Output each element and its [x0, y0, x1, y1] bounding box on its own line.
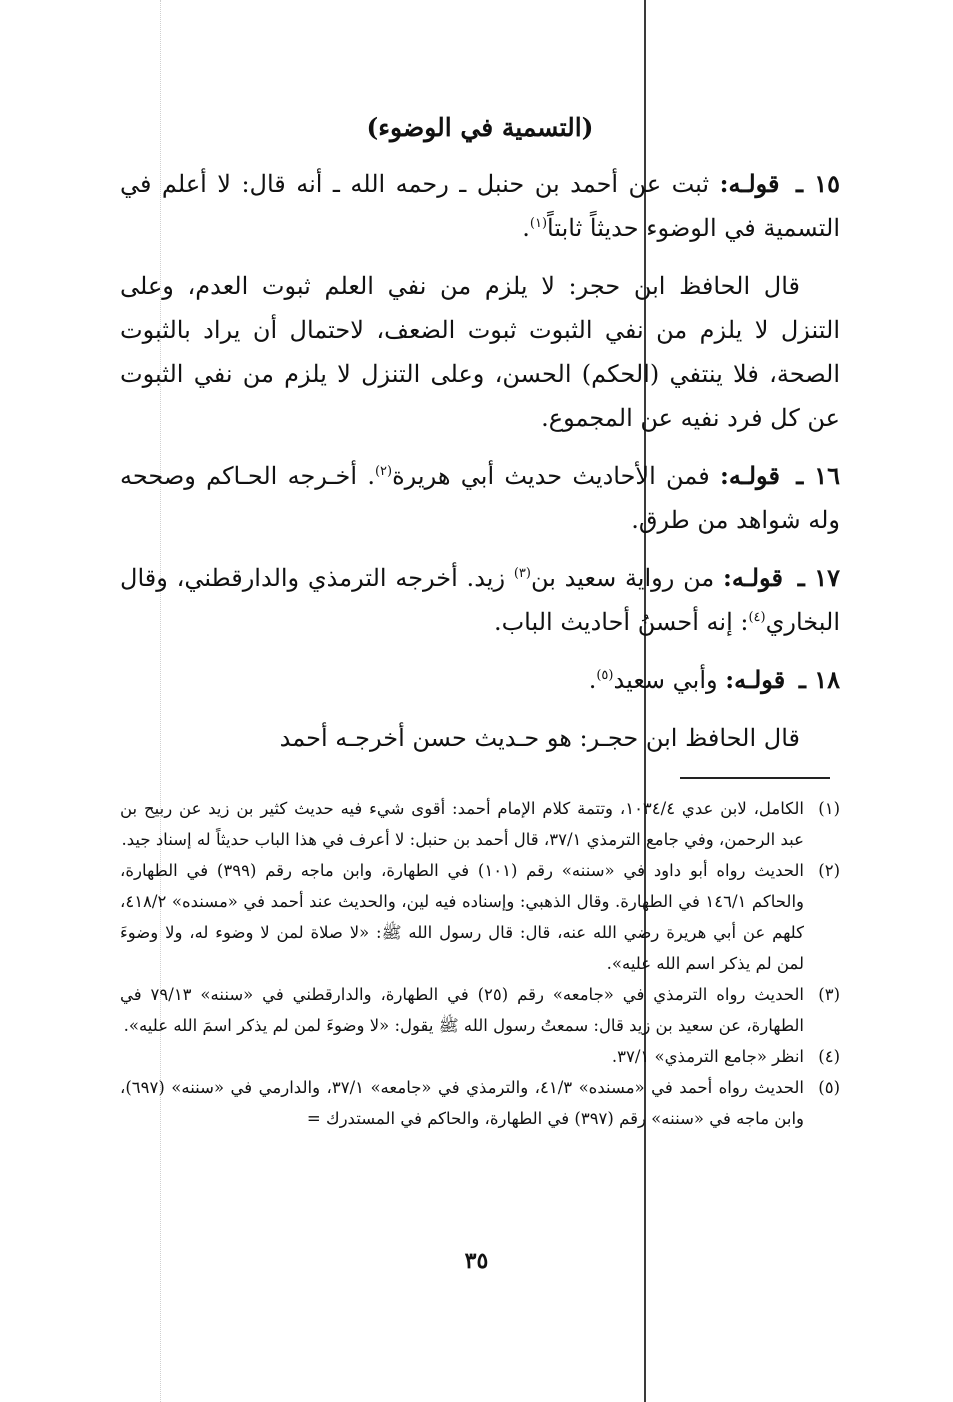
- main-text: [120, 108, 840, 774]
- footnote-1: [120, 793, 840, 855]
- footnote-number: (٣): [818, 985, 841, 1004]
- footnote-text: الكامل، لابن عدي ١٠٣٤/٤، وتتمة كلام الإمام أحمد: أقوى شيء فيه حديث كثير بن زيد عن ربيح بن عبد الرحمن، وفي جامع الترمذي ٣٧/١، قال أحمد بن حنبل: لا أعرف في هذا الباب حديثاً له إسناد جيد.: [120, 799, 804, 849]
- footnote-text: انظر «جامع الترمذي» ٣٧/١.: [611, 1047, 804, 1066]
- entry-number: ١٧ ـ: [797, 563, 840, 592]
- footnotes: [120, 793, 840, 1134]
- footnote-number: (٢): [818, 861, 841, 880]
- page-number: ٣٥: [464, 1248, 489, 1274]
- entry-text: وأبي سعيد: [613, 666, 718, 694]
- entry-17: [120, 556, 840, 644]
- section-title: (التسمية في الوضوء): [366, 113, 594, 142]
- entry-keyword: قولـه:: [719, 461, 780, 490]
- entry-tail: زيد. أخرجه الترمذي والدارقطني، وقال البخاري: [120, 564, 840, 636]
- entry-text: فمن الأحاديث حديث أبي هريرة: [392, 462, 710, 490]
- footnote-ref[interactable]: (١): [529, 216, 548, 231]
- entry-keyword: قولـه:: [719, 169, 780, 198]
- entry-text: ثبت عن أحمد بن حنبل ـ رحمه الله ـ أنه قال: لا أعلم في التسمية في الوضوء حديثاً ثابتاً: [120, 170, 840, 242]
- commentary-paragraph: قال الحافظ ابن حجـر: هو حـديث حسن أخرجـه أحمد: [279, 724, 800, 752]
- entry-16: [120, 454, 840, 542]
- footnote-text: الحديث رواه أبو داود في «سننه» رقم (١٠١) في الطهارة، وابن ماجه رقم (٣٩٩) في الطهارة، والحاكم ١٤٦/١ في الطهارة. وقال الذهبي: وإسناده فيه لين، والحديث عند أحمد في «مسنده» ٤١٨/٢، كلهم عن أبي هريرة رضي الله عنه، قال: قال رسول الله ﷺ: «لا صلاة لمن لا وضوء له، ولا وضوءَ لمن لم يذكر اسم الله عليه».: [120, 861, 805, 973]
- footnote-number: (١): [818, 799, 840, 818]
- footnote-text: الحديث رواه الترمذي في «جامعه» رقم (٢٥) في الطهارة، والدارقطني في «سننه» ٧٩/١٣ في الطهارة، عن سعيد بن زيد قال: سمعتُ رسول الله ﷺ يقول: «لا وضوءَ لمن لم يذكر اسمَ الله عليه».: [120, 985, 805, 1035]
- entry-15: [120, 162, 840, 250]
- entry-tail: .: [522, 214, 530, 242]
- entry-tail: . أخـرجه الحـاكم وصححه وله شواهد من طرق.: [120, 462, 840, 534]
- footnote-ref[interactable]: (٥): [596, 668, 614, 683]
- entry-number: ١٦ ـ: [796, 461, 841, 490]
- footnote-4: [120, 1041, 840, 1072]
- footnote-number: (٤): [818, 1047, 840, 1066]
- footnote-3: [120, 979, 840, 1041]
- entry-18: [120, 658, 840, 702]
- footnote-number: (٥): [818, 1078, 840, 1097]
- entry-keyword: قولـه:: [725, 665, 786, 694]
- entry-keyword: قولـه:: [722, 563, 783, 592]
- entry-tail: : إنه أحسنُ أحاديث الباب.: [493, 608, 749, 636]
- entry-number: ١٨ ـ: [798, 665, 840, 694]
- footnote-ref[interactable]: (٤): [748, 610, 766, 625]
- footnote-ref[interactable]: (٣): [513, 566, 531, 581]
- entry-text: من رواية سعيد بن: [530, 564, 715, 592]
- entry-number: ١٥ ـ: [796, 169, 840, 198]
- footnote-text: الحديث رواه أحمد في «مسنده» ٤١/٣، والترمذي في «جامعه» ٣٧/١، والدارمي في «سننه» (٦٩٧)، وابن ماجه في «سننه» رقم (٣٩٧) في الطهارة، والحاكم في المستدرك =: [120, 1078, 804, 1128]
- footnote-ref[interactable]: (٢): [374, 464, 393, 479]
- entry-tail: .: [588, 666, 597, 694]
- footnote-5: [120, 1072, 840, 1134]
- commentary-paragraph: قال الحافظ ابن حجر: لا يلزم من نفي العلم ثبوت العدم، وعلى التنزل لا يلزم من نفي الثبوت ثبوت الضعف، لاحتمال أن يراد بالثبوت الصحة، فلا ينتفي (الحكم) الحسن، وعلى التنزل لا يلزم من نفي الثبوت عن كل فرد نفيه عن المجموع.: [120, 272, 840, 432]
- footnote-2: [120, 855, 840, 979]
- footnote-separator: [680, 777, 830, 779]
